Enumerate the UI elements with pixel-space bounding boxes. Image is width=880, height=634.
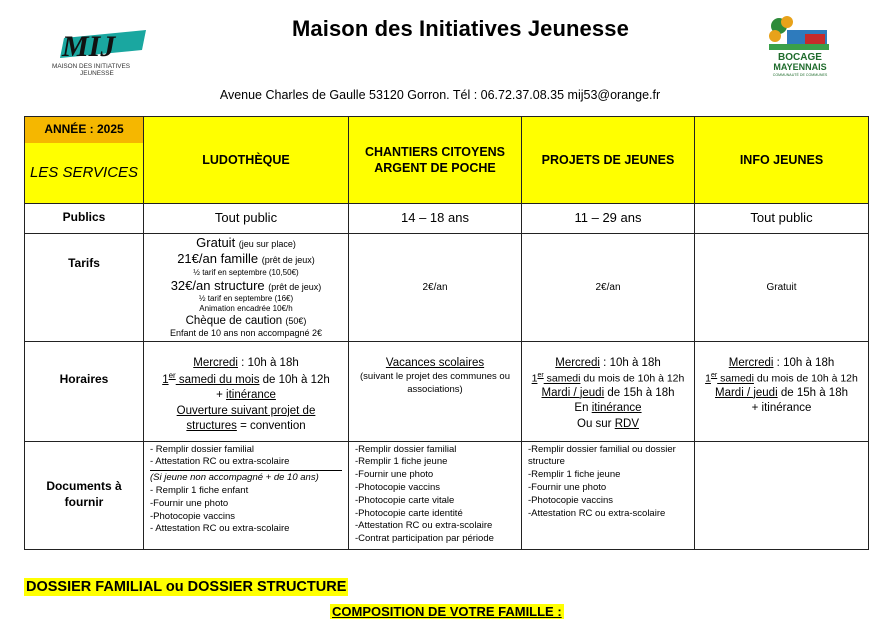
mij-logo-text: MIJ: [62, 30, 116, 63]
h-ludo-l2sup: er: [168, 371, 176, 381]
services-cell: LES SERVICES: [25, 143, 144, 203]
row-label-documents: [25, 441, 144, 549]
bocage-logo-line1: BOCAGE: [778, 52, 822, 63]
composition-famille-heading: COMPOSITION DE VOTRE FAMILLE :: [332, 604, 562, 619]
tarif-l4b: (prêt de jeux): [268, 281, 322, 292]
h-projets-l1: : 10h à 18h: [599, 356, 661, 369]
dossier-familial-heading: DOSSIER FAMILIAL ou DOSSIER STRUCTURE: [26, 579, 347, 595]
doc-item: -Attestation RC ou extra-scolaire: [355, 520, 493, 532]
h-projets-l4a: En: [574, 402, 592, 415]
tarif-l4a: 32€/an structure: [170, 277, 269, 293]
doc-item: - Remplir dossier familial: [150, 443, 254, 455]
mij-logo-sub1: MAISON DES INITIATIVES: [52, 63, 131, 70]
doc-item: -Fournir une photo: [528, 481, 607, 493]
horaires-ludo: [144, 341, 349, 441]
publics-ludo: Tout public: [144, 203, 349, 233]
doc-item: -Contrat participation par période: [355, 533, 494, 545]
doc-item: -Photocopie carte identité: [355, 507, 463, 519]
h-info-l1: : 10h à 18h: [773, 356, 835, 369]
row-label-tarifs: Tarifs: [25, 233, 144, 341]
year-cell: ANNÉE : 2025: [25, 117, 144, 144]
h-projets-l5a: Ou sur: [577, 417, 615, 430]
documents-ludo: [144, 441, 349, 549]
documents-info: [695, 441, 869, 549]
h-info-l2sup: er: [710, 372, 718, 380]
tarifs-ludo: [144, 233, 349, 341]
row-horaires: [25, 341, 869, 441]
tarifs-projets: 2€/an: [522, 233, 695, 341]
tarif-l6: Animation encadrée 10€/h: [199, 303, 293, 313]
h-ludo-l3a: +: [216, 389, 227, 402]
h-ludo-l4u: Ouverture suivant projet de: [176, 404, 316, 417]
h-info-l3: de 15h à 18h: [777, 386, 848, 399]
doc-item: - Attestation RC ou extra-scolaire: [150, 456, 290, 468]
col-chantiers-line1: CHANTIERS CITOYENS: [364, 144, 506, 159]
doc-item: -Remplir 1 fiche jeune: [355, 456, 448, 468]
publics-projets: 11 – 29 ans: [522, 203, 695, 233]
doc-item: - Attestation RC ou extra-scolaire: [150, 523, 290, 535]
documents-chantiers: [349, 441, 522, 549]
h-projets-l2sup: er: [537, 372, 544, 380]
h-ludo-l1u: Mercredi: [193, 356, 238, 369]
tarif-l7a: Chèque de caution: [185, 314, 286, 327]
doc-item: -Photocopie carte vitale: [355, 494, 455, 506]
h-projets-l3: de 15h à 18h: [604, 386, 675, 399]
tarif-l2b: (prêt de jeux): [261, 255, 315, 266]
row-label-publics: Publics: [25, 203, 144, 233]
bocage-logo-graphic: [765, 14, 835, 80]
doc-label-l1: Documents à: [46, 479, 122, 494]
h-ludo-l2: de 10h à 12h: [259, 373, 330, 386]
h-info-l2a: 1: [705, 372, 711, 385]
doc-item: -Remplir dossier familial ou dossier structure: [528, 443, 676, 468]
doc-divider: [150, 470, 342, 471]
h-chantiers-l1u: Vacances scolaires: [385, 356, 485, 369]
h-ludo-l5u: structures: [186, 420, 237, 433]
publics-chantiers: 14 – 18 ans: [349, 203, 522, 233]
publics-info: Tout public: [695, 203, 869, 233]
h-info-l2u: samedi: [717, 372, 754, 385]
row-documents: [25, 441, 869, 549]
col-chantiers-line2: ARGENT DE POCHE: [374, 160, 496, 175]
mij-logo-sub2: JEUNESSE: [80, 70, 114, 77]
horaires-projets: [522, 341, 695, 441]
doc-label-l2: fournir: [64, 495, 104, 509]
bocage-mayennais-logo: [765, 14, 835, 80]
horaires-info: [695, 341, 869, 441]
h-ludo-l3u: itinérance: [226, 389, 276, 402]
services-table: [24, 116, 869, 550]
doc-item: -Remplir 1 fiche jeune: [528, 469, 621, 481]
h-projets-l2a: 1: [531, 372, 538, 385]
h-projets-l4u: itinérance: [591, 402, 642, 415]
address-line: Avenue Charles de Gaulle 53120 Gorron. Tél : 06.72.37.08.35 mij53@orange.fr: [219, 88, 661, 102]
doc-item: -Fournir une photo: [150, 497, 229, 509]
doc-item: -Fournir une photo: [355, 469, 434, 481]
h-projets-l3u: Mardi / jeudi: [541, 386, 605, 399]
doc-item: - Remplir 1 fiche enfant: [150, 484, 249, 496]
row-publics: [25, 203, 869, 233]
header-row: [25, 117, 869, 144]
h-chantiers-l2: (suivant le projet des communes ou associations): [360, 371, 510, 395]
h-projets-l5u: RDV: [614, 417, 639, 430]
h-projets-l2u: samedi: [543, 372, 581, 385]
h-ludo-l2u: samedi du mois: [175, 373, 260, 386]
bocage-logo-line3: COMMUNAUTÉ DE COMMUNES: [772, 73, 828, 77]
h-ludo-l1: : 10h à 18h: [237, 356, 299, 369]
doc-item: -Photocopie vaccins: [355, 481, 441, 493]
tarif-l3: ½ tarif en septembre (10,50€): [193, 267, 299, 277]
row-tarifs: [25, 233, 869, 341]
tarif-l2a: 21€/an famille: [177, 251, 262, 267]
bocage-logo-line2: MAYENNAIS: [773, 62, 827, 72]
page-title: Maison des Initiatives Jeunesse: [292, 16, 629, 41]
doc-item: (Si jeune non accompagné + de 10 ans): [150, 472, 319, 484]
tarifs-info: Gratuit: [695, 233, 869, 341]
h-info-l2: du mois de 10h à 12h: [753, 372, 858, 385]
col-projets: PROJETS DE JEUNES: [522, 117, 695, 204]
doc-item: -Photocopie vaccins: [528, 494, 614, 506]
col-chantiers: [349, 117, 522, 204]
h-ludo-l2a: 1: [162, 373, 169, 386]
documents-projets: [522, 441, 695, 549]
tarif-l5: ½ tarif en septembre (16€): [198, 294, 294, 304]
col-ludotheque: LUDOTHÈQUE: [144, 117, 349, 204]
h-info-l3u: Mardi / jeudi: [715, 386, 778, 399]
h-info-l4: + itinérance: [751, 402, 812, 415]
tarifs-chantiers: 2€/an: [349, 233, 522, 341]
tarif-l1a: Gratuit: [196, 235, 239, 251]
col-info-jeunes: INFO JEUNES: [695, 117, 869, 204]
tarif-l7b: (50€): [285, 315, 307, 326]
mij-logo: [42, 24, 152, 80]
tarif-l1b: (jeu sur place): [238, 239, 296, 250]
h-ludo-l5: = convention: [236, 420, 306, 433]
h-info-l1u: Mercredi: [728, 356, 774, 369]
row-label-horaires: Horaires: [25, 341, 144, 441]
horaires-chantiers: [349, 341, 522, 441]
doc-item: -Photocopie vaccins: [150, 510, 236, 522]
doc-item: -Remplir dossier familial: [355, 443, 457, 455]
h-projets-l2: du mois de 10h à 12h: [580, 372, 685, 385]
doc-item: -Attestation RC ou extra-scolaire: [528, 507, 666, 519]
tarif-l8: Enfant de 10 ans non accompagné 2€: [169, 327, 323, 338]
mij-logo-graphic: [42, 24, 152, 80]
h-projets-l1u: Mercredi: [555, 356, 600, 369]
